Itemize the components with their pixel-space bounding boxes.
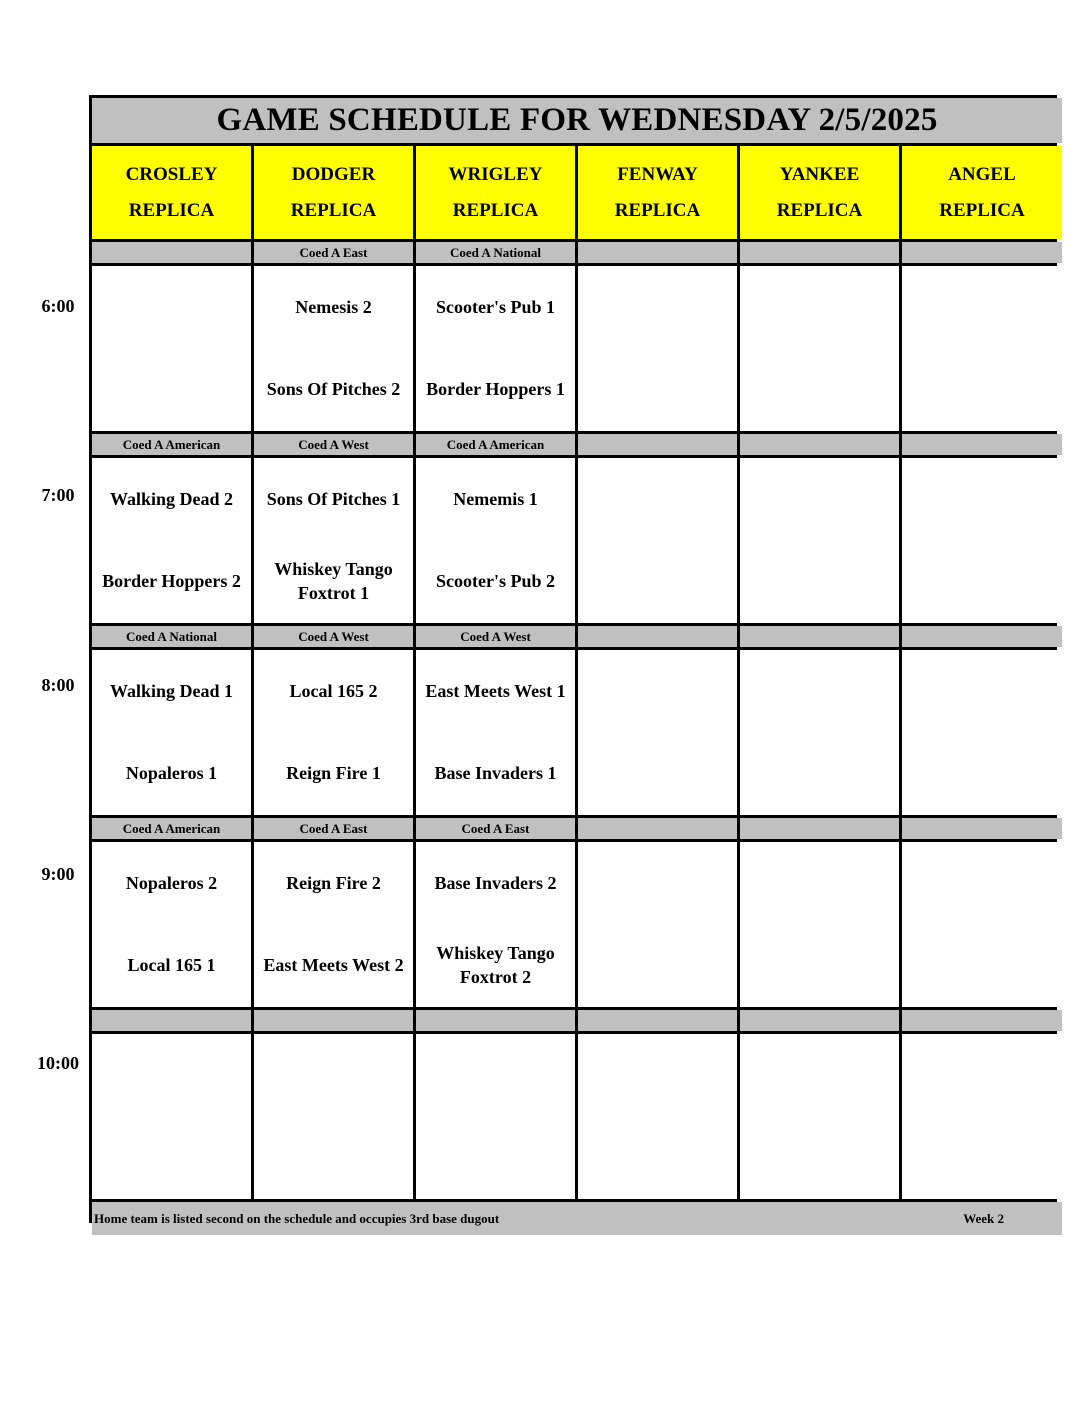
division-label-crosley: Coed A National xyxy=(92,626,251,647)
game-cell-angel xyxy=(902,650,1062,815)
game-cell-angel xyxy=(902,458,1062,623)
division-label-wrigley: Coed A National xyxy=(416,242,575,263)
field-subtitle: REPLICA xyxy=(128,199,215,221)
field-subtitle: REPLICA xyxy=(452,199,539,221)
away-team xyxy=(740,1034,899,1116)
division-label-angel xyxy=(902,242,1062,263)
time-label: 8:00 xyxy=(41,675,75,695)
game-cell-fenway xyxy=(578,650,737,815)
game-cell-wrigley xyxy=(416,842,575,1007)
division-label-dodger: Coed A West xyxy=(254,434,413,455)
division-label-crosley: Coed A American xyxy=(92,434,251,455)
game-cell-yankee xyxy=(740,842,899,1007)
away-team: Walking Dead 1 xyxy=(109,681,234,701)
away-team xyxy=(902,266,1062,348)
away-team: East Meets West 1 xyxy=(425,681,566,701)
division-label-fenway xyxy=(578,242,737,263)
field-name: CROSLEY xyxy=(125,163,218,185)
away-team xyxy=(578,842,737,924)
schedule-table xyxy=(89,95,1057,1226)
home-team: Reign Fire 1 xyxy=(286,763,381,783)
division-label-yankee xyxy=(740,1010,899,1031)
away-team xyxy=(902,842,1062,924)
away-team xyxy=(254,1034,413,1116)
division-label-dodger: Coed A West xyxy=(254,626,413,647)
game-cell-wrigley xyxy=(416,1034,575,1199)
home-team: East Meets West 2 xyxy=(263,955,404,975)
division-label-wrigley: Coed A West xyxy=(416,626,575,647)
home-team xyxy=(740,348,899,430)
home-team: Base Invaders 1 xyxy=(434,763,557,783)
home-team xyxy=(578,732,737,814)
division-label-angel xyxy=(902,1010,1062,1031)
division-label-wrigley: Coed A East xyxy=(416,818,575,839)
time-label: 7:00 xyxy=(41,485,75,505)
away-team: Base Invaders 2 xyxy=(434,873,557,893)
field-name: YANKEE xyxy=(779,163,860,185)
away-team xyxy=(740,842,899,924)
home-team xyxy=(578,924,737,1006)
game-cell-dodger xyxy=(254,650,413,815)
division-label-wrigley xyxy=(416,1010,575,1031)
division-label-fenway xyxy=(578,626,737,647)
division-label-crosley xyxy=(92,1010,251,1031)
time-label: 6:00 xyxy=(41,296,75,316)
home-team xyxy=(740,1116,899,1198)
time-label: 9:00 xyxy=(41,864,75,884)
game-cell-yankee xyxy=(740,266,899,431)
game-cell-crosley xyxy=(92,842,251,1007)
game-cell-crosley xyxy=(92,650,251,815)
field-header-fenway xyxy=(578,146,737,239)
division-label-yankee xyxy=(740,626,899,647)
game-cell-dodger xyxy=(254,266,413,431)
division-label-yankee xyxy=(740,434,899,455)
division-label-dodger: Coed A East xyxy=(254,242,413,263)
field-name: FENWAY xyxy=(617,163,698,185)
home-team: Whiskey Tango Foxtrot 2 xyxy=(436,943,555,987)
game-cell-fenway xyxy=(578,1034,737,1199)
home-team: Sons Of Pitches 2 xyxy=(266,379,401,399)
away-team xyxy=(902,650,1062,732)
field-header-angel xyxy=(902,146,1062,239)
time-label: 10:00 xyxy=(37,1053,79,1073)
game-cell-dodger xyxy=(254,842,413,1007)
division-label-yankee xyxy=(740,242,899,263)
week-label: Week 2 xyxy=(963,1210,1004,1226)
away-team: Local 165 2 xyxy=(289,681,378,701)
schedule-title: GAME SCHEDULE FOR WEDNESDAY 2/5/2025 xyxy=(92,98,1062,143)
game-cell-yankee xyxy=(740,458,899,623)
division-label-angel xyxy=(902,818,1062,839)
home-team xyxy=(416,1116,575,1198)
division-label-crosley xyxy=(92,242,251,263)
field-name: DODGER xyxy=(291,163,376,185)
home-team: Border Hoppers 2 xyxy=(102,571,241,591)
field-header-dodger xyxy=(254,146,413,239)
home-team xyxy=(902,540,1062,622)
game-cell-dodger xyxy=(254,1034,413,1199)
home-team xyxy=(92,348,251,430)
away-team xyxy=(578,650,737,732)
away-team xyxy=(740,650,899,732)
away-team xyxy=(578,266,737,348)
away-team: Walking Dead 2 xyxy=(109,489,234,509)
field-header-wrigley xyxy=(416,146,575,239)
away-team: Reign Fire 2 xyxy=(286,873,381,893)
game-cell-wrigley xyxy=(416,458,575,623)
home-team xyxy=(92,1116,251,1198)
game-cell-fenway xyxy=(578,842,737,1007)
game-cell-wrigley xyxy=(416,650,575,815)
division-label-crosley: Coed A American xyxy=(92,818,251,839)
game-cell-crosley xyxy=(92,266,251,431)
home-team: Whiskey Tango Foxtrot 1 xyxy=(274,559,393,603)
away-team xyxy=(740,458,899,540)
home-team xyxy=(902,732,1062,814)
division-label-wrigley: Coed A American xyxy=(416,434,575,455)
home-team: Border Hoppers 1 xyxy=(426,379,565,399)
field-subtitle: REPLICA xyxy=(614,199,701,221)
game-cell-crosley xyxy=(92,458,251,623)
home-team: Nopaleros 1 xyxy=(125,763,218,783)
game-cell-crosley xyxy=(92,1034,251,1199)
field-subtitle: REPLICA xyxy=(290,199,377,221)
home-team xyxy=(740,540,899,622)
home-team xyxy=(254,1116,413,1198)
field-subtitle: REPLICA xyxy=(776,199,863,221)
field-header-yankee xyxy=(740,146,899,239)
home-team xyxy=(902,924,1062,1006)
home-team xyxy=(578,1116,737,1198)
game-cell-fenway xyxy=(578,266,737,431)
home-team xyxy=(902,348,1062,430)
field-header-crosley xyxy=(92,146,251,239)
home-team: Local 165 1 xyxy=(127,955,216,975)
away-team xyxy=(416,1034,575,1116)
home-team xyxy=(578,348,737,430)
field-name: ANGEL xyxy=(948,163,1016,185)
division-label-yankee xyxy=(740,818,899,839)
away-team: Nopaleros 2 xyxy=(125,873,218,893)
home-team xyxy=(578,540,737,622)
game-cell-dodger xyxy=(254,458,413,623)
home-team xyxy=(740,924,899,1006)
away-team xyxy=(902,1034,1062,1116)
away-team: Nememis 1 xyxy=(453,489,538,509)
division-label-dodger xyxy=(254,1010,413,1031)
schedule-footer xyxy=(92,1202,1062,1235)
field-name: WRIGLEY xyxy=(448,163,543,185)
away-team xyxy=(578,458,737,540)
game-cell-yankee xyxy=(740,650,899,815)
away-team xyxy=(92,1034,251,1116)
away-team xyxy=(902,458,1062,540)
game-cell-angel xyxy=(902,266,1062,431)
division-label-fenway xyxy=(578,818,737,839)
game-cell-angel xyxy=(902,842,1062,1007)
home-team xyxy=(902,1116,1062,1198)
away-team: Nemesis 2 xyxy=(295,297,372,317)
division-label-angel xyxy=(902,626,1062,647)
home-team: Scooter's Pub 2 xyxy=(436,571,555,591)
game-cell-fenway xyxy=(578,458,737,623)
away-team xyxy=(740,266,899,348)
away-team: Scooter's Pub 1 xyxy=(436,297,555,317)
away-team: Sons Of Pitches 1 xyxy=(266,489,401,509)
game-cell-angel xyxy=(902,1034,1062,1199)
division-label-angel xyxy=(902,434,1062,455)
division-label-fenway xyxy=(578,1010,737,1031)
division-label-fenway xyxy=(578,434,737,455)
division-label-dodger: Coed A East xyxy=(254,818,413,839)
game-cell-wrigley xyxy=(416,266,575,431)
away-team xyxy=(578,1034,737,1116)
away-team xyxy=(92,266,251,348)
game-cell-yankee xyxy=(740,1034,899,1199)
home-team-note: Home team is listed second on the schedule and occupies 3rd base dugout xyxy=(94,1210,500,1226)
home-team xyxy=(740,732,899,814)
field-subtitle: REPLICA xyxy=(939,199,1025,221)
